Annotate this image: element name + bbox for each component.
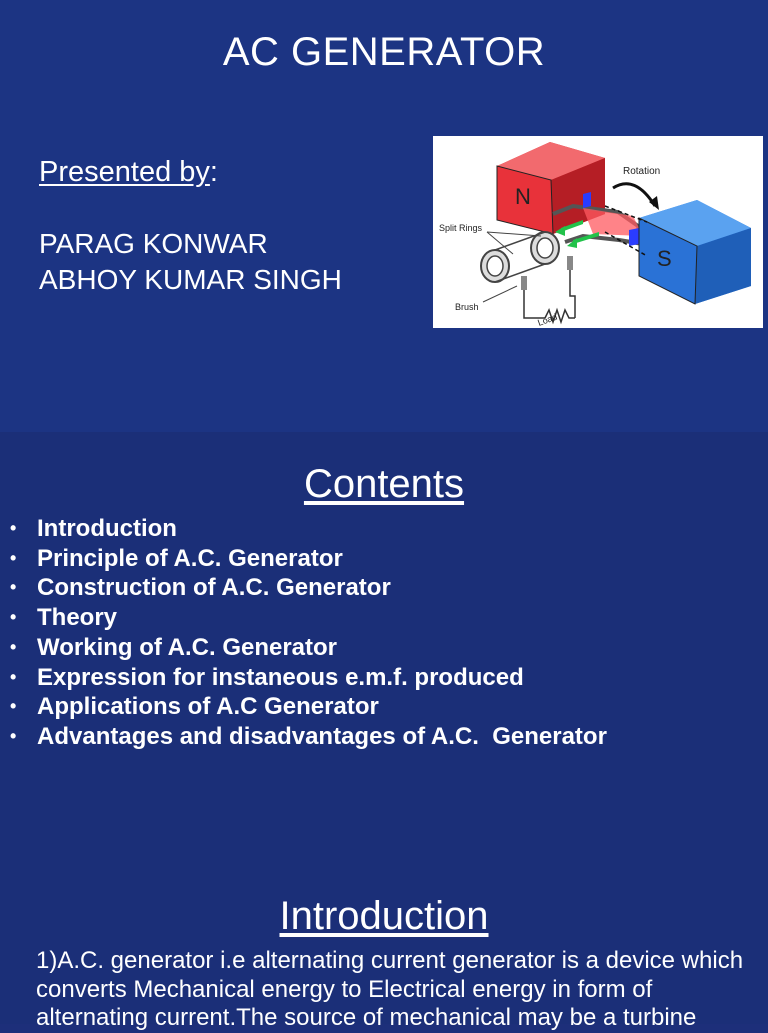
contents-title <box>0 462 768 507</box>
presented-by-text: Presented by <box>39 156 210 188</box>
list-item <box>10 544 607 574</box>
bullet: • <box>10 547 17 568</box>
bullet: • <box>10 666 17 687</box>
north-label: N <box>515 184 531 209</box>
contents-list <box>10 514 607 752</box>
bullet: • <box>10 607 17 628</box>
list-item-text: Expression for instaneous e.m.f. produced <box>37 663 524 691</box>
slide-title <box>0 0 768 432</box>
bullet: • <box>10 725 17 746</box>
list-item-text: Principle of A.C. Generator <box>37 544 343 572</box>
introduction-title <box>0 894 768 939</box>
list-item-text: Theory <box>37 604 118 632</box>
list-item-text: Working of A.C. Generator <box>37 633 338 661</box>
presented-by-colon: : <box>209 156 218 188</box>
brush-label: Brush <box>455 302 479 312</box>
contents-title-text: Contents <box>303 462 465 506</box>
split-rings-label: Split Rings <box>439 223 483 233</box>
list-item <box>10 663 607 693</box>
introduction-title-text: Introduction <box>279 894 489 938</box>
list-item-text: Introduction <box>37 515 177 542</box>
list-item-text: Applications of A.C Generator <box>37 693 379 721</box>
introduction-body: 1)A.C. generator i.e alternating current generator is a device which converts Mechanical energy to Electrical energy in form of alternating current.The source of mechanical may be a turbine <box>36 947 744 1031</box>
list-item <box>10 514 607 544</box>
load-label: Load <box>536 311 559 328</box>
list-item <box>10 692 607 722</box>
bullet: • <box>10 696 17 717</box>
bullet: • <box>10 636 17 657</box>
page-title: AC GENERATOR <box>222 30 546 74</box>
list-item <box>10 603 607 633</box>
list-item <box>10 633 607 663</box>
list-item-text: Construction of A.C. Generator <box>37 574 391 602</box>
bullet: • <box>10 577 17 598</box>
south-magnet <box>639 200 751 304</box>
ac-generator-diagram <box>433 136 763 328</box>
presented-by-label <box>39 156 218 189</box>
list-item <box>10 573 607 603</box>
list-item <box>10 722 607 752</box>
south-label: S <box>657 246 672 271</box>
rotation-label: Rotation <box>623 166 661 177</box>
presenter-name: PARAG KONWAR <box>39 228 268 259</box>
presenter-names <box>39 226 342 298</box>
list-item-text: Advantages and disadvantages of A.C. Generator <box>37 722 607 750</box>
presenter-name: ABHOY KUMAR SINGH <box>39 264 342 295</box>
bullet: • <box>10 518 17 538</box>
